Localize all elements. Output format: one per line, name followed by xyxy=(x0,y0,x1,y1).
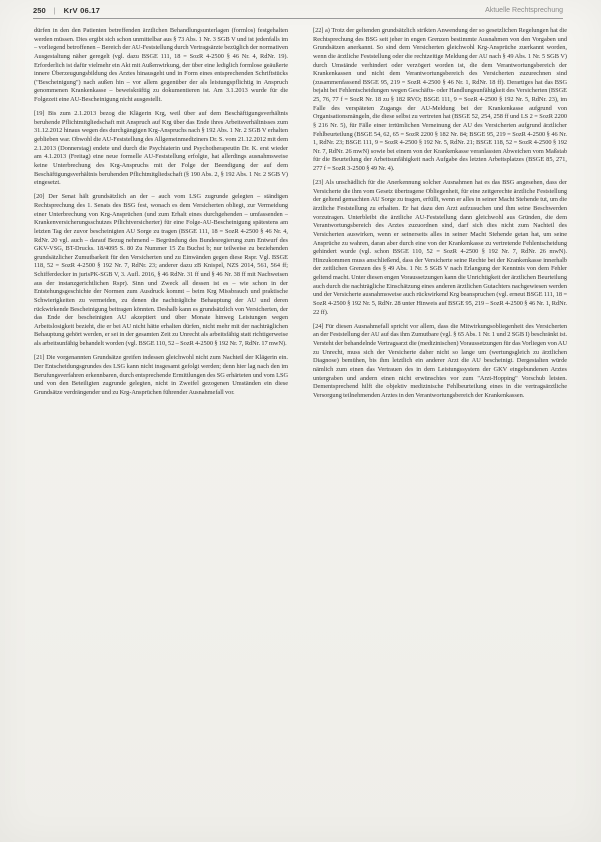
journal-title: KrV 06.17 xyxy=(63,5,101,15)
paragraph-text: a) Trotz der geltenden grundsätzlich strikten Anwendung der so gesetzlichen Regelungen hat die Rechtsprechung des BSG seit jeher in engen Grenzen bestimmte Ausnahmen von den Vorgaben und Grundsätzen anerkannt. So sind dem Versicherten gleichwohl Krg-Ansprüche zuerkannt worden, wenn die ärztliche Feststellung oder die rechtzeitige Meldung der AU nach § 49 Abs. 1 Nr. 5 SGB V) durch Umstände verhindert oder verzögert worden ist, die dem Verantwortungsbereich der Krankenkassen und nicht dem Verantwortungsbereich des Versicherten zuzurechnen sind (zusammenfassend BSGE 95, 219 = SozR 4-2500 § 46 Nr. 1, RdNr. 18 ff). Derartiges hat das BSG bejaht bei Fehlentscheidungen wegen Geschäfts- oder Handlungsunfähigkeit des Versicherten (BSGE 25, 76, 77 f = SozR Nr. 18 zu § 182 RVO; BSGE 111, 9 = SozR 4-2500 § 192 Nr. 5, RdNr. 23), im Falle des verspäteten Zugangs der AU-Meldung bei der Krankenkasse aufgrund von Organisationsmängeln, die diese selbst zu vertreten hat (BSGE 52, 254, 258 ff und LS 2 = SozR 2200 § 216 Nr. 5), für Fälle einer irrtümlichen Verneinung der AU des Versicherten aufgrund ärztlicher Fehlbeurteilung (BSGE 54, 62, 65 = SozR 2200 § 182 Nr. 84; BSGE 95, 219 = SozR 4-2500 § 46 Nr. 1, RdNr. 23; BSGE 111, 9 = SozR 4-2500 § 192 Nr. 5, RdNr. 21; BSGE 118, 52 = SozR 4-2500 § 192 Nr. 7, RdNr. 26 mwN) sowie bei einem von der Krankenkasse veranlassten Abweichen vom Maßstab für die Beurteilung der Arbeitsunfähigkeit nach Aufgabe des letzten Arbeitsplatzes (BSGE 85, 271, 277 f = SozR 3-2500 § 49 Nr. 4). xyxy=(313,27,567,172)
right-column xyxy=(313,27,567,817)
header-rule xyxy=(33,18,563,19)
paragraph-number: [21] xyxy=(34,354,45,362)
paragraph xyxy=(313,323,567,401)
paragraph xyxy=(34,193,288,348)
paragraph-number: [19] xyxy=(34,110,45,118)
paragraph xyxy=(34,27,288,105)
section-title: Aktuelle Rechtsprechung xyxy=(485,6,563,14)
paragraph-text: Als unschädlich für die Anerkennung solcher Ausnahmen hat es das BSG angesehen, dass der Versicherte die ihm vom Gesetz übertragene Obliegenheit, für eine zeitgerechte ärztliche Feststellung der geltend gemachten AU Sorge zu tragen, erfüllt, wenn er alles in seiner Macht Stehende tut, um die ärztliche Feststellung zu erhalten. Er hat dazu den Arzt aufzusuchen und ihm seine Beschwerden vorzutragen. Unterbleibt die ärztliche AU-Feststellung dann gleichwohl aus Gründen, die dem Verantwortungsbereich des Arztes zuzuordnen sind, darf sich dies nicht zum Nachteil des Versicherten auswirken, wenn er seinerseits alles in seiner Macht Stehende getan hat, um seine Ansprüche zu wahren, daran aber durch eine von der Krankenkasse zu vertretende Fehlentscheidung gehindert wurde (vgl. schon BSGE 110, 52 = SozR 4-2500 § 192 Nr. 7, RdNr. 26 mwN). Hinzukommen muss anschließend, dass der Versicherte seine Rechte bei der Krankenkasse innerhalb der zeitlichen Grenzen des § 49 Abs. 1 Nr. 5 SGB V nach Erlangung der Kenntnis von dem Fehler geltend macht. Unter diesen engen Voraussetzungen kann die Unrichtigkeit der ärztlichen Beurteilung auch durch die nachträgliche Einschätzung eines anderen ärztlichen Gutachters nachgewiesen werden und der Versicherte ausnahmsweise auch rückwirkend Krg beanspruchen (vgl. erneut BSGE 111, 18 = SozR 4-2500 § 192 Nr. 5, RdNr. 28 unter Hinweis auf BSGE 95, 219 – SozR 4-2500 § 46 Nr. 1, RdNr. 22 ff). xyxy=(313,179,567,316)
paragraph-number: [22] xyxy=(313,27,324,34)
paragraph-text: Der Senat hält grundsätzlich an der – auch vom LSG zugrunde gelegten – ständigen Rechtsprechung des 1. Senats des BSG fest, wonach es dem Versicherten obliegt, zur Vermeidung einer Unterbrechung von Krg-Ansprüchen (und zum Erhalt eines durchgehenden – umfassenden – Krankenversicherungsschutzes Pflichtversicherter) für eine Folge-AU-Bescheinigung spätestens am letzten Tag der zuvor bescheinigten AU Sorge zu tragen (BSGE 111, 18 = SozR 4-2500 § 46 Nr. 4, RdNr. 20 vgl. auch – darauf Bezug nehmend – Begründung des Bundesregierung zum Entwurf des GKV-VSG, BT-Drucks. 18/4095 S. 80 Zu Nummer 15 Zu Buchst b; nur teilweise zu beziehenden grundsätzlicher Zumutbarkeit für den Versicherten und zu Einwänden gegen diese Rspr. Vgl. BSGE 118, 52 = SozR 4-2500 § 192 Nr. 7, RdNr. 23; anderer dazu zB Knispel, NZS 2014, 561, 564 ff; Schifferdecker in jurisPK-SGB V, 3. Aufl. 2016, § 46 RdNr. 31 ff und § 46 Nr. 38 ff mit Nachweisen aus der instanzgerichtlichen Rspr). Sinn und Zweck all dessen ist es – wie schon in der Entstehungsgeschichte der Normen zum Ausdruck kommt – beim Krg Missbrauch und praktische Schwierigkeiten zu vermeiden, zu denen die nachträgliche Behauptung der AU und deren rückwirkende Bescheinigung beitragen könnten. Deshalb kann es grundsätzlich von Versicherten, der das Ende der bescheinigten AU akzeptiert und über Monate hinweg Leistungen wegen Arbeitslosigkeit bezieht, die er bei AU nicht hätte erhalten dürfen, nicht mehr mit der nachträglichen Behauptung gehört werden, er sei in der gesamten Zeit zu Unrecht als arbeitsfähig statt richtigerweise als arbeitsunfähig behandelt worden (vgl. BSGE 110, 52 – SozR 4-2500 § 192 Nr. 7, RdNr. 17 mwN). xyxy=(34,193,288,348)
paragraph xyxy=(313,27,567,174)
running-header xyxy=(33,3,563,17)
paragraph-number: [23] xyxy=(313,179,324,187)
paragraph xyxy=(34,354,288,397)
left-column xyxy=(34,27,288,817)
paragraph-number: [20] xyxy=(34,193,45,201)
paragraph-text: dürfen in den den Patienten betreffenden ärztlichen Behandlungsunterlagen (formlos) festgehalten werden müssen. Dies ergibt sich schon unmittelbar aus § 73 Abs. 1 Nr. 3 SGB V und ist jedenfalls im – vorliegend betroffenen – Bereich der AU-Feststellung durch Vertragsärzte bezüglich der normativen Ausgestaltung näher geregelt (vgl. dazu BSGE 111, 18 = SozR 4-2500 § 46 Nr. 4, RdNr. 19). Erforderlich ist dafür vielmehr ein Akt mit Außenwirkung, der über eine lediglich formlose geäußerte innere Überzeugungsbildung des Arztes hinausgeht und in Form eines entsprechenden Schriftstücks ("Bescheinigung") nach außen hin – vor allem gegenüber der als leistungspflichtig in Anspruch genommenen Krankenkasse – beweiskräftig zu dokumentieren ist. Am 3.1.2013 wurde für die Folgezeit eine AU-Bescheinigung nicht ausgestellt. xyxy=(34,27,288,103)
header-separator: | xyxy=(53,5,56,15)
paragraph-text: Bis zum 2.1.2013 bezog die Klägerin Krg, weil über auf dem Beschäftigungsverhältnis beruhende Pflichtmitgliedschaft mit Anspruch auf Krg über das Ende ihres Arbeitsverhältnisses zum 31.12.2012 hinaus wegen des durchgängigen Krg-Anspruchs nach § 192 Abs. 1 Nr. 2 SGB V erhalten geblieben war. Obwohl die AU-Feststellung des Allgemeinmediziners Dr. S. vom 21.12.2012 mit dem 2.1.2013 (Donnerstag) endete und durch die Psychiaterin und Psychotherapeutin Dr. K. erst wieder am 4.1.2013 (Freitag) eine neue formelle AU-Feststellung erfolgte, hat allerdings ausnahmsweise keine Unterbrechung des Krg-Anspruchs mit der Folge der Beendigung der auf dem Beschäftigungsverhältnis beruhenden Pflichtmitgliedschaft (§ 190 Abs. 2, § 192 Abs. 1 Nr. 2 SGB V) eingesetzt. xyxy=(34,110,288,187)
paragraph-text: Die vorgenannten Grundsätze greifen indessen gleichwohl nicht zum Nachteil der Klägerin ein. Der Entscheidungsgrundes des LSG kann nicht insgesamt gefolgt werden; denn hier lag nach den im Berufungsverfahren erkennbaren, durch entsprechende Ermittlungen des SG erhärteten und vom LSG und von den Beteiligten zugrunde gelegten, nicht in Zweifel gezogenen Umständen ein diese Grundsätze verdrängender und zu Krg-Ansprüchen führender Ausnahmefall vor. xyxy=(34,354,288,396)
paragraph xyxy=(313,179,567,317)
page-number: 250 xyxy=(33,5,46,15)
paragraph-number: [24] xyxy=(313,322,324,330)
paragraph-text: Für diesen Ausnahmefall spricht vor allem, dass die Mitwirkungsobliegenheit des Versicherten an der Feststellung der AU auf das ihm Zumutbare (vgl. § 65 Abs. 1 Nr. 1 und 2 SGB I) beschränkt ist. Versteht der behandelnde Vertragsarzt die (medizinischen) Voraussetzungen für das Vorliegen von AU zu Unrecht, muss sich der Versicherte daher nicht so lange um (wertungsgleich zu ärztlichen Diagnose) bemühen, bis ihm letztlich ein anderer Arzt die AU bescheinigt. Dergestalten würde nämlich zum einen das Vertrauen des in dem Leistungssystem der GKV eingebundenen Arztes untergraben und andern einen nicht erwünschtes vor zum "Arzt-Hopping" Vorschub leisten. Dementsprechend hilft die objektiv medizinische Fehlbeurteilung eines in die vertragsärztliche Versorgung teilnehmenden Arztes in den Verantwortungsbereich der Krankenkassen. xyxy=(313,322,567,399)
paragraph xyxy=(34,110,288,188)
